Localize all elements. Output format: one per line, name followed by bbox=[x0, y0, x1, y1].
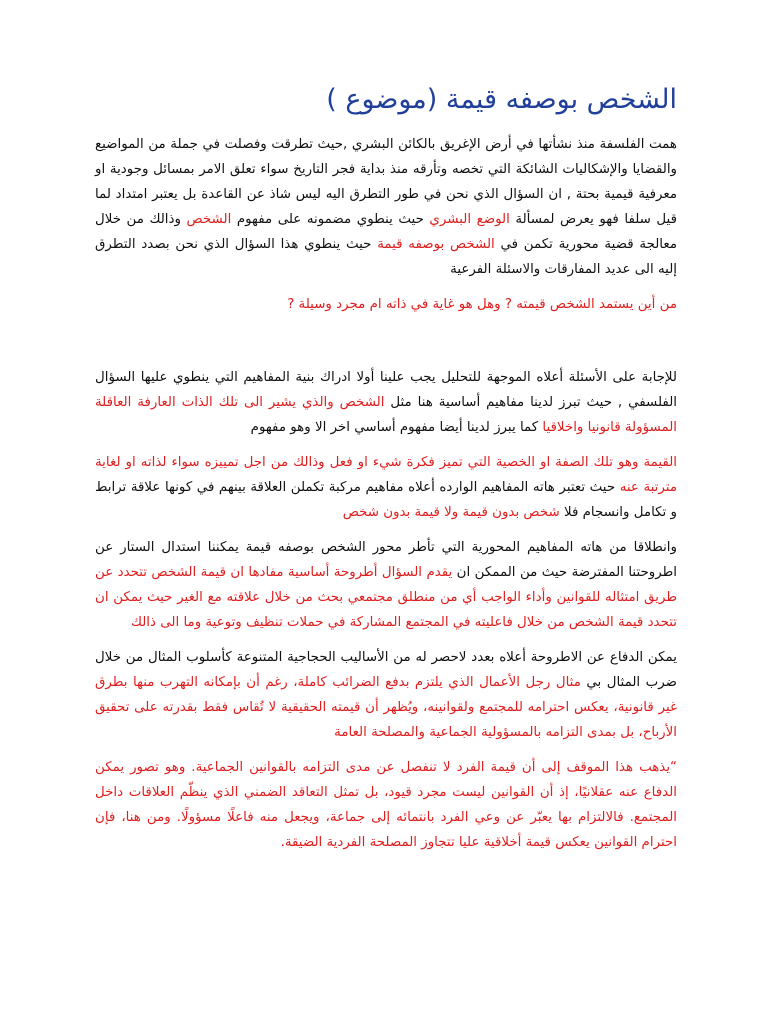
document-body bbox=[95, 132, 677, 855]
body-text: وذالك من خلال معالجة قضية محورية تكمن في bbox=[95, 212, 678, 252]
highlighted-text: شخص بدون قيمة ولا قيمة بدون شخص bbox=[342, 505, 560, 520]
body-text: وانطلاقا من هاته المفاهيم المحورية التي تأطر محور الشخص بوصفه قيمة يمكننا استدال الستار عن اطروحتنا المفترضة حيث من الممكن ان bbox=[95, 540, 677, 580]
paragraph bbox=[95, 645, 677, 745]
document-title: الشخص بوصفه قيمة (موضوع ) bbox=[326, 84, 677, 115]
highlighted-text: مثال رجل الأعمال الذي يلتزم بدفع الضرائب كاملة، رغم أن بإمكانه التهرب منها بطرق غير قانونية، يعكس احترامه للمجتمع ولقوانينه، ويُظهر أن قيمته الحقيقية لا تُقاس فقط بقدرته على تحقيق الأرباح، بل بمدى التزامه بالمسؤولية الجماعية والمصلحة العامة bbox=[95, 675, 677, 740]
highlighted-text: يقدم السؤال أطروحة أساسية مفادها ان قيمة الشخص تتحدد عن طريق امتثاله للقوانين وأداء الواجب أي من منطلق مجتمعي بحث من خلال علاقته مع الغير حيث يمكن ان تتحدد قيمة الشخص من خلال فاعليته في المجتمع المشاركة في حملات تنظيف وتوعية وما الى ذالك bbox=[95, 565, 677, 630]
highlighted-text: الشخص bbox=[186, 212, 232, 227]
paragraph bbox=[95, 755, 677, 855]
highlighted-text: الشخص والذي يشير الى تلك الذات العارفة العاقلة المسؤولة قانونيا واخلاقيا bbox=[95, 395, 677, 435]
highlighted-text: القيمة وهو تلك الصفة او الخصية التي تميز فكرة شيء او فعل وذالك من اجل تمييزه سواء لذاته او لغاية مترتبة عنه bbox=[95, 455, 678, 495]
paragraph bbox=[95, 535, 677, 635]
highlighted-text: الشخص بوصفه قيمة bbox=[377, 237, 495, 252]
highlighted-text: “يذهب هذا الموقف إلى أن قيمة الفرد لا تنفصل عن مدى التزامه بالقوانين الجماعية. وهو تصور يمكن الدفاع عنه عقلانيًا، إذ أن القوانين ليست مجرد قيود، بل تمثل التعاقد الضمني الذي ينظّم العلاقات داخل المجتمع. فالالتزام بها يعبّر عن وعي الفرد بانتمائه إلى جماعة، ويجعل منه فاعلًا مسؤولًا. ومن هنا، فإن احترام القوانين يعكس قيمة أخلاقية عليا تتجاوز المصلحة الفردية الضيقة. bbox=[95, 760, 677, 850]
paragraph bbox=[95, 292, 677, 317]
paragraph bbox=[95, 365, 677, 440]
highlighted-text: من أين يستمد الشخص قيمته ? وهل هو غاية في ذاته ام مجرد وسيلة ? bbox=[287, 297, 677, 312]
body-text: يمكن الدفاع عن الاطروحة أعلاه بعدد لاحصر له من الأساليب الحجاجية المتنوعة كأسلوب المثال من خلال ضرب المثال بي bbox=[95, 650, 677, 690]
paragraph bbox=[95, 450, 677, 525]
body-text: للإجابة على الأسئلة أعلاه الموجهة للتحليل يجب علينا أولا ادراك بنية المفاهيم التي ينطوي عليها السؤال الفلسفي , حيث تبرز لدينا مفاهيم أساسية هنا مثل bbox=[95, 370, 677, 410]
body-text: همت الفلسفة منذ نشأتها في أرض الإغريق بالكائن البشري ,حيث تطرقت وفصلت في جملة من المواضيع والقضايا والإشكاليات الشائكة التي تخصه وتأرقه منذ بداية فجر التاريخ سواء تعلق الامر بمسائل وجودية او معرفية قيمية بحتة , ان السؤال الذي نحن في طور التطرق اليه ليس شاذ عن القاعدة بل يعتبر امتداد لما قيل سلفا فهو يعرض لمسألة bbox=[95, 137, 677, 227]
body-text: حيث تعتبر هاته المفاهيم الوارده أعلاه مفاهيم مركبة تكملن العلاقة بينهم في كونها علاقة ترابط و تكامل وانسجام فلا bbox=[95, 480, 677, 520]
highlighted-text: الوضع البشري bbox=[429, 212, 510, 227]
document-page bbox=[95, 78, 677, 865]
body-text: كما يبرز لدينا أيضا مفهوم أساسي اخر الا وهو مفهوم bbox=[250, 420, 543, 435]
paragraph bbox=[95, 132, 677, 282]
body-text: حيث ينطوي هذا السؤال الذي نحن بصدد التطرق إليه الى عديد المفارقات والاسئلة الفرعية bbox=[95, 237, 677, 277]
body-text: حيث ينطوي مضمونه على مفهوم bbox=[231, 212, 430, 227]
